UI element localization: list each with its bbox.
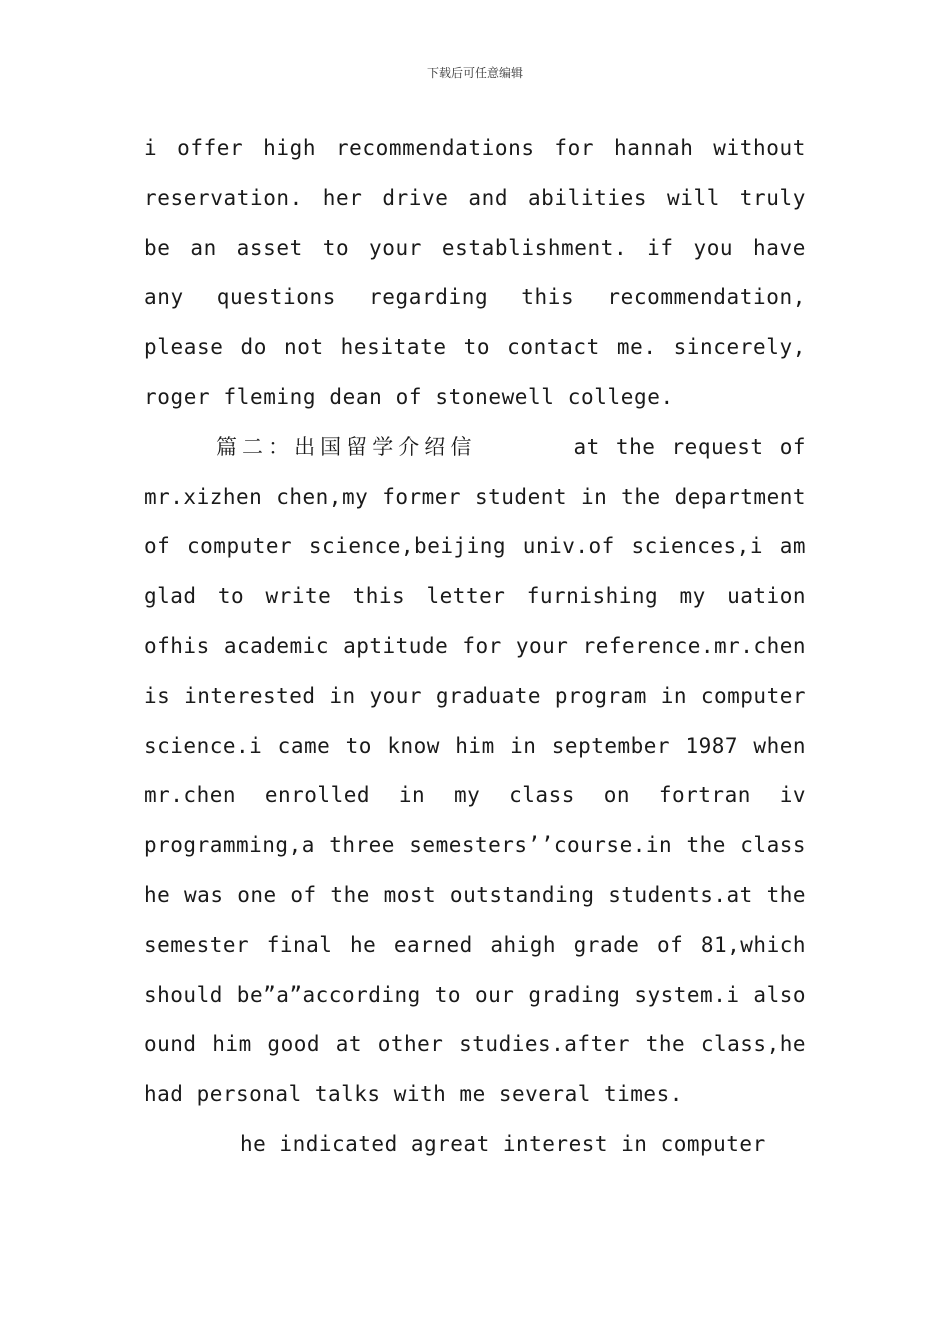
- paragraph-letter-body: at the request of mr.xizhen chen,my former student in the department of computer science,beijing univ.of sciences,i am glad to write this letter furnishing my uation ofhis academic aptitude for your reference.mr.chen is interested in your graduate program in computer science.i came to know him in september 1987 when mr.chen enrolled in my class on fortran iv programming,a three semesters’’course.in the class he was one of the most outstanding students.at the semester final he earned ahigh grade of 81,which should be”a”according to our grading system.i also ound him good at other studies.after the class,he had personal talks with me several times.: [144, 434, 807, 1107]
- document-body: [144, 124, 806, 1170]
- section-heading: 篇二：出国留学介绍信: [216, 434, 477, 459]
- paragraph-study-abroad-letter: [144, 423, 806, 1120]
- paragraph-recommendation-closing: i offer high recommendations for hannah without reservation. her drive and abilities will truly be an asset to your establishment. if you have any questions regarding this recommendation, please do not hesitate to contact me. sincerely, roger fleming dean of stonewell college.: [144, 136, 806, 409]
- page-header-note: 下载后可任意编辑: [426, 66, 523, 80]
- paragraph-continuation: he indicated agreat interest in computer: [240, 1131, 766, 1156]
